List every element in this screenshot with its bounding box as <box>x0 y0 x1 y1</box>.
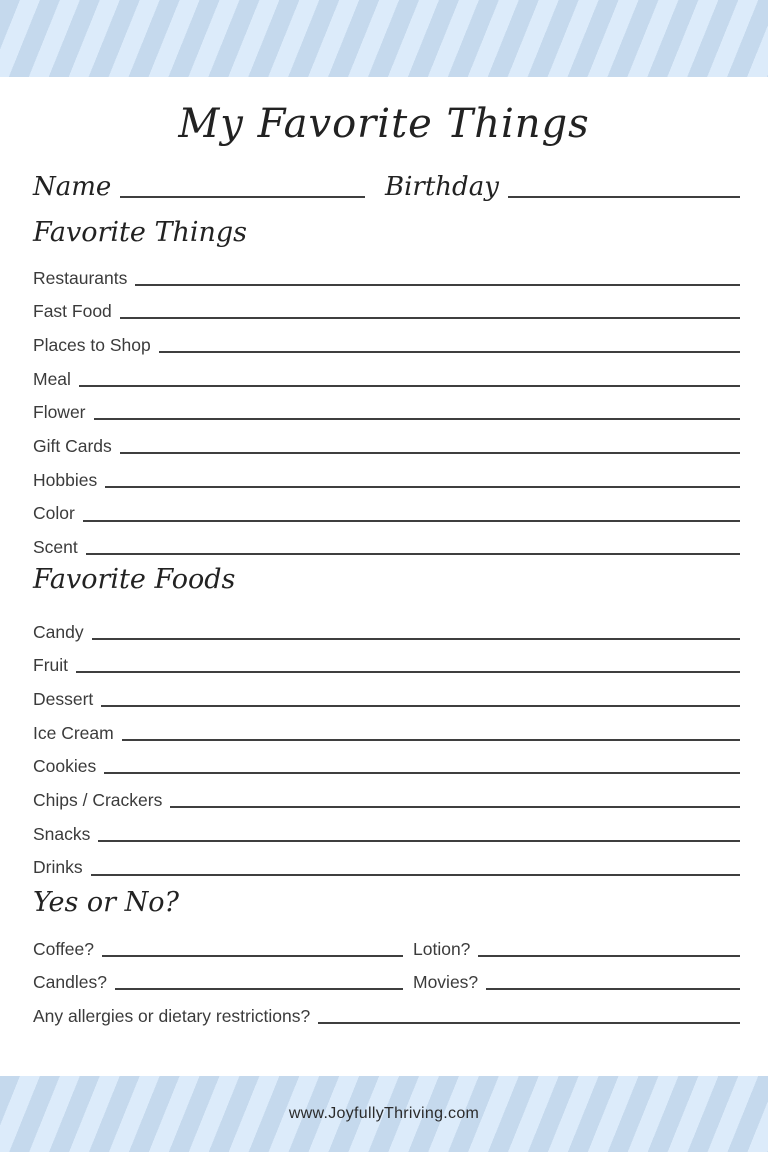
blank-line <box>79 385 740 387</box>
top-stripe-banner <box>0 0 768 77</box>
name-label: Name <box>33 172 112 202</box>
field-row-candles-movies <box>33 957 740 991</box>
blank-line <box>83 520 740 522</box>
blank-line <box>170 806 740 808</box>
blank-line <box>120 317 740 319</box>
blank-line <box>318 1022 740 1024</box>
field-row-allergies <box>33 990 740 1024</box>
birthday-label: Birthday <box>385 172 499 202</box>
field-row-coffee-lotion <box>33 923 740 957</box>
blank-line <box>76 671 740 673</box>
field-movies <box>413 972 740 993</box>
field-row-drinks <box>33 842 740 876</box>
field-label: Restaurants <box>33 267 128 288</box>
blank-line <box>92 638 740 640</box>
blank-line <box>115 988 403 990</box>
footer-url: www.JoyfullyThriving.com <box>288 1105 480 1122</box>
field-label: Candles? <box>33 972 107 993</box>
field-label: Lotion? <box>413 938 471 959</box>
favorite-foods-rows <box>33 606 740 876</box>
field-label: Dessert <box>33 688 94 709</box>
field-label: Meal <box>33 368 71 389</box>
field-row-flower <box>33 387 740 421</box>
field-label: Candy <box>33 621 84 642</box>
field-row-hobbies <box>33 454 740 488</box>
blank-line <box>122 739 740 741</box>
field-label: Chips / Crackers <box>33 790 163 810</box>
field-row-cookies <box>33 741 740 775</box>
field-label: Movies? <box>413 972 479 993</box>
blank-line <box>104 772 740 774</box>
blank-line <box>101 705 740 707</box>
section-heading-favorite-foods: Favorite Foods <box>33 564 236 595</box>
blank-line <box>94 418 740 420</box>
field-label: Flower <box>33 402 86 423</box>
blank-line <box>86 553 740 555</box>
blank-line <box>159 351 740 353</box>
field-label: Drinks <box>33 857 83 878</box>
field-candles <box>33 972 403 993</box>
bottom-stripe-banner <box>0 1076 768 1152</box>
field-label: Any allergies or dietary restrictions? <box>33 1005 311 1026</box>
field-row-fast-food <box>33 286 740 320</box>
field-label: Ice Cream <box>33 722 114 743</box>
blank-line <box>135 284 740 286</box>
field-label: Snacks <box>33 823 91 844</box>
blank-line <box>105 486 740 488</box>
name-blank-line <box>120 196 365 198</box>
field-label: Scent <box>33 537 78 558</box>
field-row-candy <box>33 606 740 640</box>
field-row-meal <box>33 353 740 387</box>
blank-line <box>98 840 740 842</box>
field-row-dessert <box>33 673 740 707</box>
field-row-color <box>33 488 740 522</box>
section-heading-favorite-things: Favorite Things <box>33 217 248 248</box>
field-label: Coffee? <box>33 938 94 959</box>
field-coffee <box>33 939 403 957</box>
field-row-scent <box>33 522 740 556</box>
blank-line <box>478 955 740 957</box>
field-label: Fruit <box>33 655 68 676</box>
name-field <box>33 172 365 202</box>
field-label: Fast Food <box>33 301 112 322</box>
blank-line <box>102 955 403 957</box>
field-row-restaurants <box>33 252 740 286</box>
field-label: Color <box>33 503 75 524</box>
field-row-snacks <box>33 808 740 842</box>
field-lotion <box>413 939 740 957</box>
field-label: Hobbies <box>33 469 98 490</box>
birthday-blank-line <box>508 196 740 198</box>
blank-line <box>120 452 740 454</box>
blank-line <box>486 988 740 990</box>
field-row-gift-cards <box>33 420 740 454</box>
section-heading-yes-or-no: Yes or No? <box>33 887 179 918</box>
field-label: Places to Shop <box>33 334 151 355</box>
favorite-things-rows <box>33 252 740 558</box>
name-birthday-row <box>33 164 740 202</box>
form-title: My Favorite Things <box>178 101 590 147</box>
field-label: Gift Cards <box>33 436 112 456</box>
birthday-field <box>385 172 740 202</box>
field-row-places-to-shop <box>33 319 740 353</box>
field-row-ice-cream <box>33 707 740 741</box>
field-row-fruit <box>33 640 740 674</box>
field-row-chips-crackers <box>33 774 740 808</box>
field-label: Cookies <box>33 756 97 777</box>
blank-line <box>91 874 740 876</box>
yes-or-no-rows <box>33 923 740 1024</box>
